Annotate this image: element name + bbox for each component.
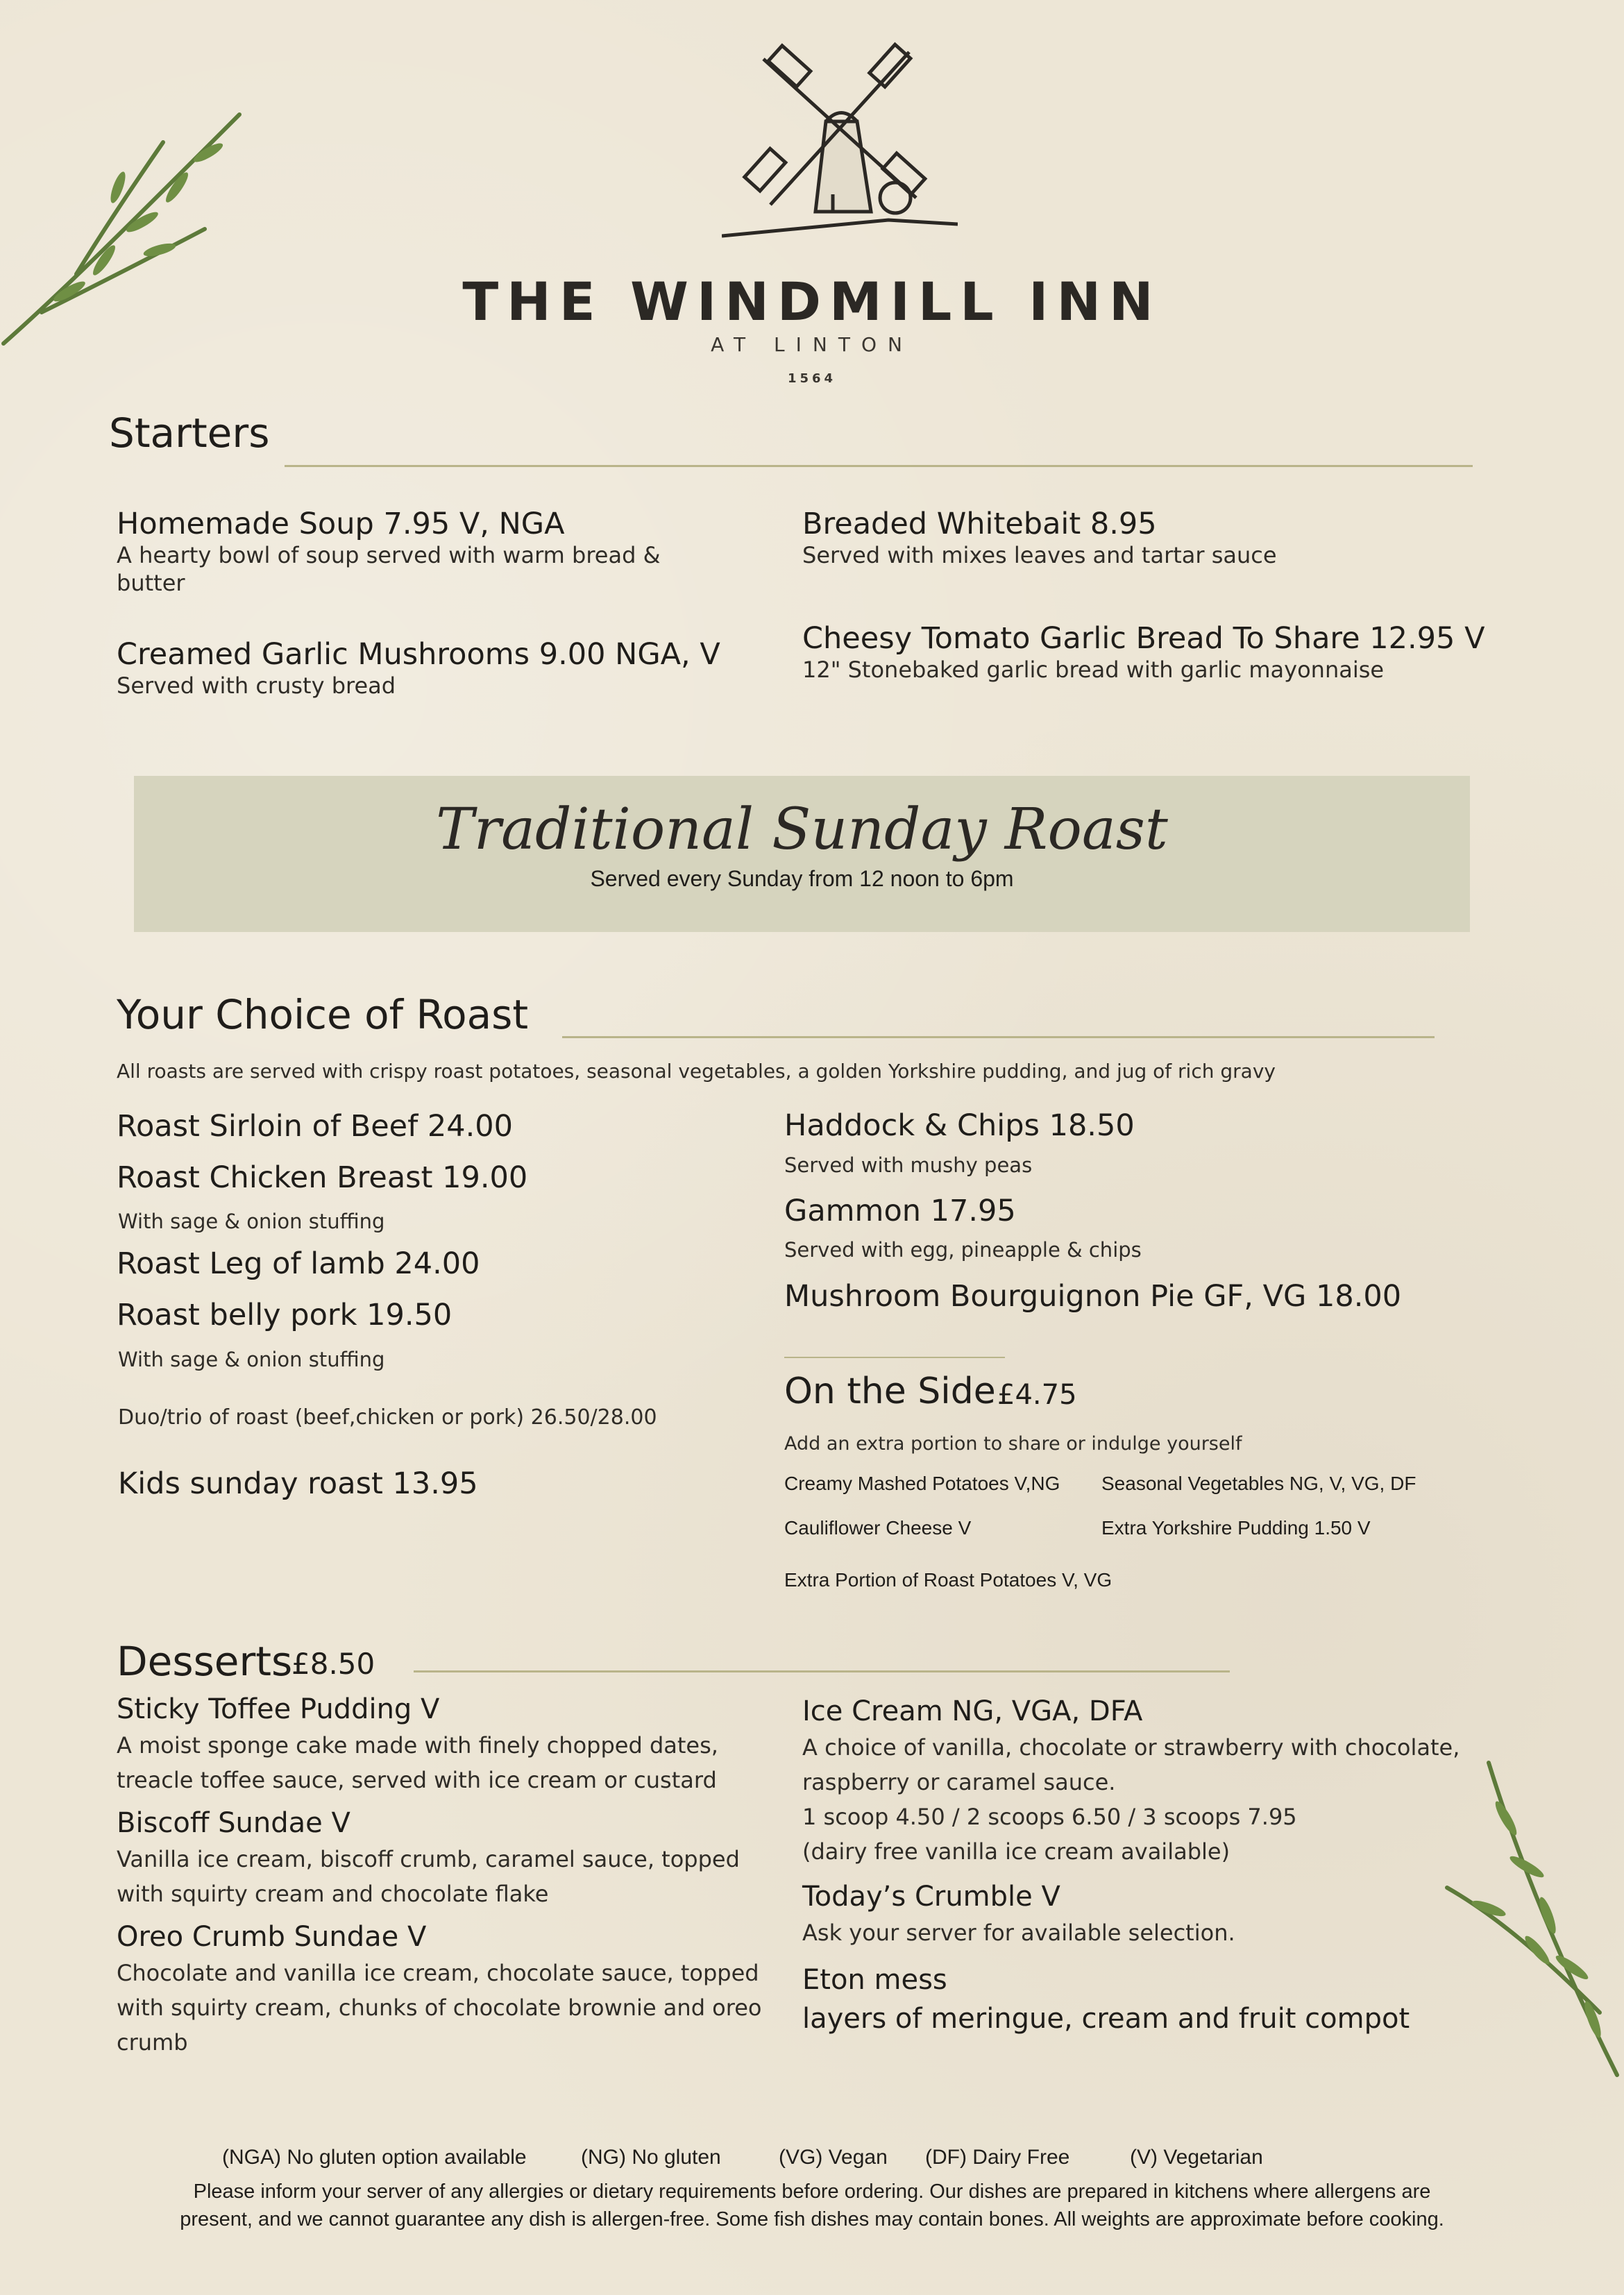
menu-item	[802, 507, 1496, 569]
brand-subtitle: AT LINTON	[711, 333, 913, 356]
item-desc: 1 scoop 4.50 / 2 scoops 6.50 / 3 scoops 7.95	[802, 1804, 1297, 1830]
section-title-roast: Your Choice of Roast	[117, 991, 529, 1038]
menu-item	[117, 1921, 783, 2060]
item-desc: Served with egg, pineapple & chips	[784, 1238, 1142, 1262]
item-desc: layers of meringue, cream and fruit compot	[802, 2003, 1410, 2035]
item-desc: A hearty bowl of soup served with warm bread & butter	[117, 542, 661, 596]
legend-item: (VG) Vegan	[779, 2146, 888, 2169]
kids-roast-item: Kids sunday roast 13.95	[118, 1466, 478, 1501]
item-name: Cheesy Tomato Garlic Bread To Share 12.95 V	[802, 621, 1485, 656]
item-name: Oreo Crumb Sundae V	[117, 1921, 427, 1953]
menu-item	[117, 507, 727, 597]
section-rule	[562, 1036, 1435, 1038]
section-rule	[784, 1357, 1005, 1358]
roast-intro: All roasts are served with crispy roast potatoes, seasonal vegetables, a golden Yorkshire pudding, and jug of rich gravy	[117, 1060, 1276, 1083]
desserts-price: £8.50	[291, 1647, 375, 1681]
sides-price: £4.75	[997, 1379, 1077, 1411]
side-item: Creamy Mashed Potatoes V,NG	[784, 1473, 1060, 1494]
section-title-sides: On the Side	[784, 1371, 996, 1412]
item-desc: Ask your server for available selection.	[802, 1920, 1235, 1946]
banner-title: Traditional Sunday Roast	[436, 797, 1168, 863]
item-name: Mushroom Bourguignon Pie GF, VG 18.00	[784, 1279, 1402, 1314]
item-desc: Chocolate and vanilla ice cream, chocolate sauce, topped with squirty cream, chunks of chocolate brownie and oreo crumb	[117, 1960, 762, 2056]
menu-item	[117, 637, 741, 700]
item-desc: A moist sponge cake made with finely chopped dates, treacle toffee sauce, served with ice cream or custard	[117, 1732, 718, 1793]
item-name: Breaded Whitebait 8.95	[802, 507, 1157, 541]
item-desc: Served with mushy peas	[784, 1153, 1033, 1177]
item-desc: 12" Stonebaked garlic bread with garlic mayonnaise	[802, 657, 1385, 683]
allergy-note-line: Please inform your server of any allergies or dietary requirements before ordering. Our dishes are prepared in kitchens where allergens are	[193, 2180, 1431, 2203]
allergy-note-line: present, and we cannot guarantee any dish is allergen-free. Some fish dishes may contain bones. All weights are approximate before cooking.	[180, 2208, 1444, 2230]
legend-item: (DF) Dairy Free	[925, 2146, 1070, 2169]
duo-trio-item: Duo/trio of roast (beef,chicken or pork) 26.50/28.00	[118, 1405, 657, 1430]
item-name: Sticky Toffee Pudding V	[117, 1693, 440, 1725]
side-item: Seasonal Vegetables NG, V, VG, DF	[1101, 1473, 1416, 1494]
side-item: Extra Portion of Roast Potatoes V, VG	[784, 1569, 1113, 1591]
brand-name: THE WINDMILL INN	[462, 271, 1162, 332]
section-rule	[414, 1670, 1230, 1672]
legend-item: (NGA) No gluten option available	[222, 2146, 527, 2169]
brand-year: 1564	[787, 371, 837, 386]
item-name: Roast Sirloin of Beef 24.00	[117, 1109, 514, 1144]
item-name: Today’s Crumble V	[802, 1881, 1060, 1913]
item-name: Roast Chicken Breast 19.00	[117, 1160, 528, 1195]
side-item: Extra Yorkshire Pudding 1.50 V	[1101, 1517, 1371, 1539]
sides-intro: Add an extra portion to share or indulge yourself	[784, 1433, 1242, 1455]
item-name: Ice Cream NG, VGA, DFA	[802, 1695, 1143, 1727]
windmill-logo-icon	[722, 38, 958, 253]
legend-item: (NG) No gluten	[581, 2146, 721, 2169]
legend-item: (V) Vegetarian	[1130, 2146, 1263, 2169]
banner-subtitle: Served every Sunday from 12 noon to 6pm	[590, 866, 1014, 891]
item-name: Roast belly pork 19.50	[117, 1298, 452, 1332]
item-name: Eton mess	[802, 1964, 947, 1996]
item-name: Roast Leg of lamb 24.00	[117, 1246, 480, 1281]
item-desc: (dairy free vanilla ice cream available)	[802, 1838, 1230, 1865]
menu-item	[117, 1807, 783, 1911]
menu-item	[802, 621, 1531, 684]
item-desc: With sage & onion stuffing	[118, 1348, 385, 1371]
menu-item	[802, 1881, 1469, 1950]
item-desc: With sage & onion stuffing	[118, 1210, 385, 1233]
item-name: Biscoff Sundae V	[117, 1807, 350, 1839]
item-desc: Served with crusty bread	[117, 672, 396, 699]
item-name: Homemade Soup 7.95 V, NGA	[117, 507, 565, 541]
item-name: Haddock & Chips 18.50	[784, 1108, 1135, 1143]
side-item: Cauliflower Cheese V	[784, 1517, 972, 1539]
item-desc: Vanilla ice cream, biscoff crumb, caramel sauce, topped with squirty cream and chocolate flake	[117, 1846, 740, 1907]
item-desc: A choice of vanilla, chocolate or strawberry with chocolate, raspberry or caramel sauce.	[802, 1734, 1460, 1795]
item-name: Creamed Garlic Mushrooms 9.00 NGA, V	[117, 637, 720, 672]
section-title-desserts: Desserts	[117, 1638, 293, 1685]
section-title-starters: Starters	[109, 409, 270, 457]
section-rule	[285, 465, 1473, 467]
menu-item	[117, 1693, 783, 1797]
item-name: Gammon 17.95	[784, 1194, 1016, 1228]
menu-item	[802, 1964, 1469, 2035]
item-desc: Served with mixes leaves and tartar sauce	[802, 542, 1277, 568]
menu-item	[802, 1695, 1469, 1869]
